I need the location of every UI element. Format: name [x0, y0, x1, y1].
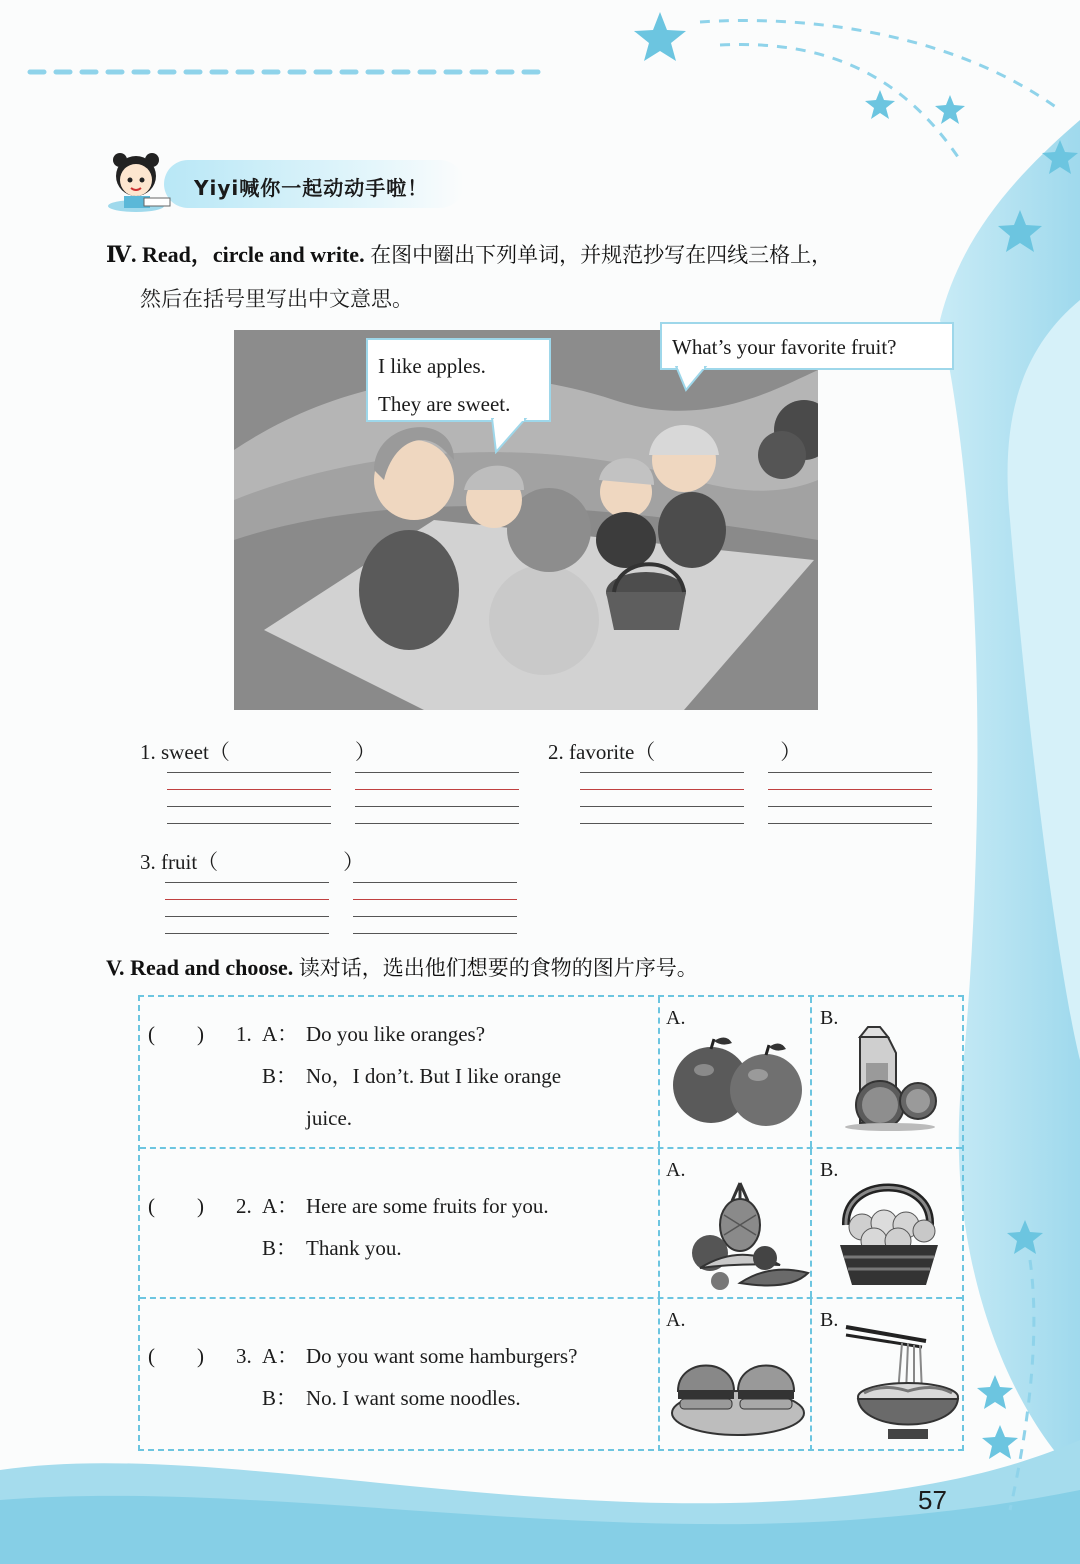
bubble-left-tail [490, 418, 530, 454]
speaker-b-label: B： [262, 1386, 298, 1410]
speech-bubble-right [660, 322, 954, 370]
page-number: 57 [918, 1485, 947, 1515]
girl-mascot-icon [104, 146, 174, 212]
word-item-1-close: ） [354, 740, 376, 764]
writing-lines-2b[interactable] [768, 772, 932, 824]
speaker-b-text-2: juice. [306, 1106, 353, 1130]
section5-heading [106, 952, 698, 982]
bubble-right-tail [672, 366, 712, 392]
header-banner [104, 146, 474, 212]
option-b-label: B. [820, 1309, 839, 1331]
option-a-label: A. [666, 1309, 686, 1331]
speaker-b-label: B： [262, 1064, 298, 1088]
section4-title: Read，circle and write. [141, 242, 365, 267]
question-number: 3. [236, 1344, 252, 1368]
bubble-left-line-1: I like apples. [378, 354, 486, 378]
section4-instruction-2: 然后在括号里写出中文意思。 [140, 287, 413, 311]
word-item-2-close: ） [780, 740, 802, 764]
speaker-a-text: Here are some fruits for you. [306, 1194, 549, 1218]
section4-number: Ⅳ. [106, 242, 137, 267]
orange-juice-icon[interactable] [840, 1023, 940, 1133]
bubble-left-line-2: They are sweet. [378, 392, 511, 416]
hamburgers-icon[interactable] [668, 1339, 808, 1439]
option-a-label: A. [666, 1159, 686, 1181]
word-item-3 [140, 846, 364, 876]
fruits-icon[interactable] [680, 1173, 810, 1293]
table-row [140, 1297, 962, 1451]
word-item-1-label: 1. sweet（ [140, 740, 230, 764]
speaker-b-label: B： [262, 1236, 298, 1260]
option-b-label: B. [820, 1159, 839, 1181]
option-a-label: A. [666, 1007, 686, 1029]
answer-paren[interactable]: ( ) [148, 1022, 204, 1046]
egg-basket-icon[interactable] [834, 1165, 944, 1289]
section5-number: V. [106, 955, 125, 980]
speech-bubble-left [366, 338, 551, 422]
speaker-b-text: Thank you. [306, 1236, 402, 1260]
banner-title: Yiyi喊你一起动动手啦！ [194, 176, 429, 200]
option-b-label: B. [820, 1007, 839, 1029]
bubble-right-text: What’s your favorite fruit? [672, 335, 897, 359]
writing-lines-2a[interactable] [580, 772, 744, 824]
writing-lines-1b[interactable] [355, 772, 519, 824]
word-item-2-label: 2. favorite（ [548, 740, 656, 764]
question-number: 1. [236, 1022, 252, 1046]
speaker-b-text: No. I want some noodles. [306, 1386, 521, 1410]
speaker-a-label: A： [262, 1344, 299, 1368]
writing-lines-3b[interactable] [353, 882, 517, 934]
speaker-a-label: A： [262, 1022, 299, 1046]
dialogue-table [138, 995, 964, 1451]
word-item-3-close: ） [343, 850, 365, 874]
question-number: 2. [236, 1194, 252, 1218]
section4-instruction-1: 在图中圈出下列单词，并规范抄写在四线三格上， [370, 243, 833, 267]
oranges-icon[interactable] [666, 1025, 806, 1135]
writing-lines-3a[interactable] [165, 882, 329, 934]
answer-paren[interactable]: ( ) [148, 1194, 204, 1218]
table-row [140, 1147, 962, 1297]
speaker-b-text: No，I don’t. But I like orange [306, 1064, 562, 1088]
word-item-1 [140, 736, 376, 766]
section5-title: Read and choose. [130, 955, 294, 980]
section5-instruction: 读对话，选出他们想要的食物的图片序号。 [298, 956, 698, 980]
section4-heading [106, 238, 832, 269]
table-row [140, 997, 962, 1147]
speaker-a-label: A： [262, 1194, 299, 1218]
answer-paren[interactable]: ( ) [148, 1344, 204, 1368]
writing-lines-1a[interactable] [167, 772, 331, 824]
word-item-3-label: 3. fruit（ [140, 850, 219, 874]
word-item-2 [548, 736, 801, 766]
noodles-icon[interactable] [842, 1313, 962, 1443]
speaker-a-text: Do you want some hamburgers? [306, 1344, 578, 1368]
speaker-a-text: Do you like oranges? [306, 1022, 486, 1046]
